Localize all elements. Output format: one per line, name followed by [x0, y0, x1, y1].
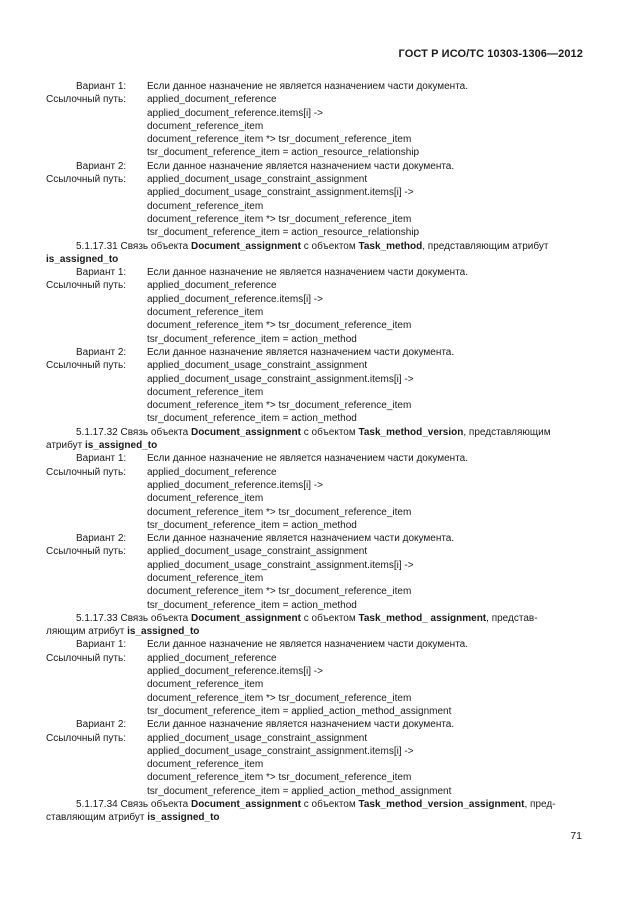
path-row [46, 771, 586, 784]
path-row [46, 359, 586, 372]
variant1-row [46, 80, 586, 93]
document-header: ГОСТ Р ИСО/ТС 10303-1306—2012 [398, 48, 583, 60]
path-line: tsr_document_reference_item = applied_action_method_assignment [147, 705, 452, 717]
path-row [46, 466, 586, 479]
path-label: Ссылочный путь: [46, 94, 126, 106]
path-line: applied_document_usage_constraint_assignment [147, 546, 368, 558]
section-heading-34-cont: ставляющим атрибут is_assigned_to [46, 812, 220, 824]
path-row [46, 705, 586, 718]
variant1-desc: Если данное назначение не является назначением части документа. [147, 453, 469, 465]
path-line: document_reference_item *> tsr_document_reference_item [147, 772, 412, 784]
path-row [46, 492, 586, 505]
path-line: tsr_document_reference_item = action_resource_relationship [147, 227, 420, 239]
path-row [46, 386, 586, 399]
path-row [46, 146, 586, 159]
variant2-row [46, 532, 586, 545]
path-line: document_reference_item [147, 120, 264, 132]
path-row [46, 506, 586, 519]
path-line: applied_document_reference [147, 652, 277, 664]
path-line: applied_document_usage_constraint_assignment [147, 732, 368, 744]
variant1-label: Вариант 1: [76, 267, 127, 279]
path-line: tsr_document_reference_item = action_resource_relationship [147, 147, 420, 159]
variant2-desc: Если данное назначение является назначением части документа. [147, 533, 455, 545]
path-row [46, 732, 586, 745]
path-row [46, 213, 586, 226]
path-line: document_reference_item [147, 200, 264, 212]
variant1-label: Вариант 1: [76, 639, 127, 651]
variant1-row [46, 638, 586, 651]
path-label: Ссылочный путь: [46, 546, 126, 558]
path-line: tsr_document_reference_item = action_method [147, 413, 357, 425]
page-number: 71 [570, 830, 582, 842]
variant1-row [46, 266, 586, 279]
variant1-row [46, 452, 586, 465]
path-row [46, 399, 586, 412]
path-row [46, 545, 586, 558]
section-heading-33: 5.1.17.33 Связь объекта Document_assignment с объектом Task_method_ assignment, представ- [76, 612, 538, 624]
document-body [46, 80, 586, 825]
variant1-desc: Если данное назначение не является назначением части документа. [147, 81, 469, 92]
path-row [46, 572, 586, 585]
section-heading-33-cont: ляющим атрибут is_assigned_to [46, 626, 200, 638]
path-label: Ссылочный путь: [46, 360, 126, 372]
path-line: applied_document_reference.items[i] -> [147, 479, 323, 491]
path-line: document_reference_item [147, 679, 264, 691]
path-row [46, 293, 586, 306]
section-heading-32-cont: атрибут is_assigned_to [46, 440, 158, 452]
variant1-label: Вариант 1: [76, 453, 127, 465]
path-line: applied_document_usage_constraint_assignment.items[i] -> [147, 745, 414, 757]
section-heading-32: 5.1.17.32 Связь объекта Document_assignment с объектом Task_method_version, представляющим [76, 426, 551, 438]
path-line: document_reference_item [147, 386, 264, 398]
path-row [46, 585, 586, 598]
path-line: applied_document_reference [147, 280, 277, 292]
path-line: tsr_document_reference_item = action_method [147, 333, 357, 345]
path-line: applied_document_reference [147, 466, 277, 478]
path-line: tsr_document_reference_item = applied_action_method_assignment [147, 785, 452, 797]
variant2-desc: Если данное назначение является назначением части документа. [147, 719, 455, 731]
path-line: tsr_document_reference_item = action_method [147, 599, 357, 611]
path-line: document_reference_item *> tsr_document_reference_item [147, 506, 412, 518]
path-line: document_reference_item *> tsr_document_reference_item [147, 213, 412, 225]
path-row [46, 652, 586, 665]
path-row [46, 678, 586, 691]
path-row [46, 519, 586, 532]
path-row [46, 785, 586, 798]
path-row [46, 120, 586, 133]
path-row [46, 692, 586, 705]
variant2-row [46, 346, 586, 359]
path-line: document_reference_item *> tsr_document_reference_item [147, 586, 412, 598]
path-line: document_reference_item [147, 493, 264, 505]
variant2-row [46, 160, 586, 173]
path-label: Ссылочный путь: [46, 466, 126, 478]
path-row [46, 599, 586, 612]
variant2-row [46, 718, 586, 731]
path-row [46, 226, 586, 239]
path-row [46, 133, 586, 146]
path-line: document_reference_item [147, 572, 264, 584]
path-line: applied_document_usage_constraint_assignment [147, 360, 368, 372]
path-row [46, 107, 586, 120]
path-row [46, 173, 586, 186]
path-row [46, 373, 586, 386]
path-row [46, 306, 586, 319]
variant2-label: Вариант 2: [76, 533, 127, 545]
variant2-desc: Если данное назначение является назначением части документа. [147, 160, 455, 172]
path-line: applied_document_usage_constraint_assignment [147, 174, 368, 186]
path-line: document_reference_item *> tsr_document_reference_item [147, 400, 412, 412]
path-label: Ссылочный путь: [46, 652, 126, 664]
path-row [46, 279, 586, 292]
variant2-label: Вариант 2: [76, 719, 127, 731]
path-line: document_reference_item *> tsr_document_reference_item [147, 692, 412, 704]
path-line: document_reference_item [147, 759, 264, 771]
section-heading-34: 5.1.17.34 Связь объекта Document_assignment с объектом Task_method_version_assignment, пред- [76, 799, 556, 811]
path-line: applied_document_usage_constraint_assignment.items[i] -> [147, 187, 414, 199]
path-label: Ссылочный путь: [46, 174, 126, 186]
path-row [46, 200, 586, 213]
variant2-label: Вариант 2: [76, 346, 127, 358]
path-row [46, 319, 586, 332]
path-line: document_reference_item *> tsr_document_reference_item [147, 320, 412, 332]
path-line: applied_document_reference.items[i] -> [147, 293, 323, 305]
path-line: applied_document_reference.items[i] -> [147, 666, 323, 678]
path-row [46, 412, 586, 425]
path-label: Ссылочный путь: [46, 732, 126, 744]
path-line: tsr_document_reference_item = action_method [147, 519, 357, 531]
path-line: applied_document_usage_constraint_assignment.items[i] -> [147, 373, 414, 385]
variant1-desc: Если данное назначение не является назначением части документа. [147, 267, 469, 279]
path-label: Ссылочный путь: [46, 280, 126, 292]
path-row [46, 745, 586, 758]
variant1-label: Вариант 1: [76, 81, 127, 92]
path-row [46, 186, 586, 199]
path-line: applied_document_reference [147, 94, 277, 106]
path-row [46, 559, 586, 572]
path-row [46, 758, 586, 771]
path-line: applied_document_usage_constraint_assignment.items[i] -> [147, 559, 414, 571]
path-line: applied_document_reference.items[i] -> [147, 107, 323, 119]
path-row [46, 333, 586, 346]
section-heading-31-cont: is_assigned_to [46, 253, 119, 265]
path-line: document_reference_item [147, 307, 264, 319]
path-row [46, 479, 586, 492]
section-heading-31: 5.1.17.31 Связь объекта Document_assignment с объектом Task_method, представляющим атрибут [76, 240, 549, 252]
variant1-desc: Если данное назначение не является назначением части документа. [147, 639, 469, 651]
path-row [46, 665, 586, 678]
path-row [46, 93, 586, 106]
variant2-desc: Если данное назначение является назначением части документа. [147, 346, 455, 358]
path-line: document_reference_item *> tsr_document_reference_item [147, 134, 412, 146]
variant2-label: Вариант 2: [76, 160, 127, 172]
